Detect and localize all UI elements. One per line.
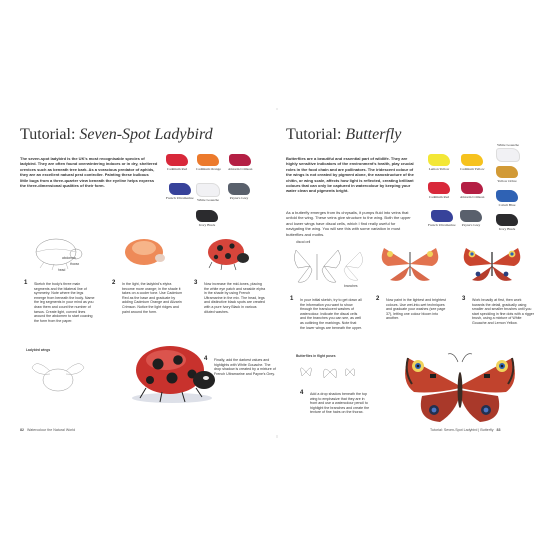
swatch-lemon-yellow: Lemon Yellow (428, 154, 450, 171)
paint-swatch (228, 183, 250, 195)
swatch-alizarin-crimson: Alizarin Crimson (460, 182, 484, 199)
step-3-text: 3 Now increase the mid-tones, placing the white eye patch and seaside elytra in the shade by using French Ultramarine in the mix. The head, legs and distinctive black spots are created with a pure Ivory Black in various diluted washes. (194, 280, 266, 314)
paint-swatch (196, 183, 220, 197)
intro-paragraph-2: As a butterfly emerges from its chrysalis, it pumps fluid into veins that unfold the wing. These veins give structure to the wing. Both the upper and lower wings have discal cells, which I find really useful for navigating the wing. You will see this with some variation in most butterflies and moths. (286, 210, 411, 237)
intro-paragraph: Butterflies are a beautiful and essential part of wildlife. They are highly sensitive indicators of the environment's health, play crucial roles in the food chain and are pollinators. The iridescent colour of the wings is not created by pigment alone, the nanostructure of the chitin, or wing scale, affects how light is reflected, creating brilliant colours that can only be captured in watercolour by keeping your water clean and pigments bright. (286, 156, 414, 194)
paint-swatch (496, 214, 518, 226)
swatch-alizarin-crimson: Alizarin Crimson (228, 154, 252, 171)
page-title: Tutorial: Butterfly (286, 126, 402, 143)
butterfly-wing-sketch-illustration (290, 246, 370, 286)
swatch-french-ultramarine: French Ultramarine (166, 183, 194, 200)
step-1-text: 1 In your initial sketch, try to get down all the information you want to show through the translucent washes of watercolour. Indicate the discal cells and the branches you can see, as well as outlining the markings. Note that the lower wings are beneath the upper. (290, 296, 362, 330)
paint-swatch (166, 154, 188, 166)
sketch-label-thorax: thorax (70, 262, 80, 266)
sketch-label-branches: branches (344, 284, 358, 288)
ladybird-spots-illustration (198, 234, 258, 272)
swatch-paynes-grey: Payne's Grey (228, 183, 250, 200)
ladybird-sketch-illustration (26, 232, 96, 272)
paint-swatch (496, 190, 518, 202)
sketch-label-discal-cell: discal cell (296, 240, 311, 244)
swatch-ivory-black: Ivory Black (496, 214, 518, 231)
butterflies-in-flight-inset (296, 360, 360, 384)
swatch-paynes-grey: Payne's Grey (460, 210, 482, 227)
step-2-text: 2 In the light, the ladybird's elytra become more orange; in the shade it takes on a cooler tone. Use Cadmium Red as the base and graduate by adding Cadmium Orange and Alizarin Crimson. Notice the light ridges and paint around the form. (112, 280, 183, 314)
sketch-label-abdomen: abdomen (62, 256, 76, 260)
left-page (18, 110, 288, 435)
intro-paragraph: The seven-spot ladybird is the UK's most recognisable species of ladybird. They are often found overwintering indoors or in dry, sheltered crevices such as beneath tree bark. As a voracious predator of aphids, they are an excellent natural pest controller. Painting these bulbous little bugs from a three-quarter view beneath the eyeline helps express the three-dimensional qualities of their form. (20, 156, 158, 189)
paint-swatch (428, 182, 450, 194)
swatch-ivory-black: Ivory Black (196, 210, 218, 227)
swatch-white-gouache: White Gouache (496, 142, 520, 162)
paint-swatch (496, 166, 518, 178)
page-title: Tutorial: Seven-Spot Ladybird (20, 126, 213, 143)
butterfly-detail-illustration (460, 244, 524, 284)
paint-swatch (461, 182, 483, 194)
ladybird-base-wash-illustration (114, 234, 174, 272)
page-folio: Tutorial: Seven-Spot Ladybird | Butterfly 83 (430, 428, 501, 432)
sketch-label-head: head (58, 268, 66, 272)
paint-swatch (461, 154, 483, 166)
step-3-text: 3 Work broadly at first, then work towards the detail, gradually using smaller and smaller brushes until you start speckling in fine dots with a rigger brush, using a mixture of White Gouache and Lemon Yellow. (462, 296, 534, 325)
paint-swatch (197, 154, 219, 166)
ladybird-final-illustration (122, 338, 222, 404)
paint-swatch (196, 210, 218, 222)
paint-swatch (431, 210, 453, 222)
paint-swatch (496, 148, 520, 162)
step-1-text: 1 Sketch the body's three main segments and the bilateral line of symmetry. Note where the legs emerge from beneath the body. Name the leg segments in your mind as you draw them and count the number of tarsus. Create light, curved lines around the abdomen to start coaxing the form from the paper. (24, 280, 95, 323)
inset-label: Ladybird wings (26, 348, 51, 352)
swatch-cadmium-orange: Cadmium Orange (196, 154, 221, 171)
butterfly-first-wash-illustration (378, 244, 442, 284)
swatch-cobalt-blue: Cobalt Blue (496, 190, 518, 207)
step-4-text: 4 Finally, add the darkest values and highlights with White Gouache. The drop shadow is created by a mixture of French Ultramarine and Payne's Grey. (204, 356, 276, 376)
page-folio: 82 Watercolour the Natural World (20, 428, 76, 432)
paint-swatch (428, 154, 450, 166)
swatch-cadmium-red: Cadmium Red (428, 182, 450, 199)
right-page (282, 110, 552, 435)
paint-swatch (169, 183, 191, 195)
swatch-french-ultramarine: French Ultramarine (428, 210, 456, 227)
swatch-white-gouache: White Gouache (196, 183, 220, 202)
butterfly-final-illustration (400, 352, 520, 426)
inset-label: Butterflies in flight poses (296, 354, 336, 358)
step-2-text: 2 Now paint in the lightest and brightest colours. Use wet-into-wet techniques and graduate your washes (see page 37), letting one colour bloom into another. (376, 296, 446, 321)
swatch-cadmium-red: Cadmium Red (166, 154, 188, 171)
ladybird-wings-inset (28, 356, 88, 396)
swatch-cadmium-yellow: Cadmium Yellow (460, 154, 485, 171)
swatch-yellow-ochre: Yellow Ochre (496, 166, 518, 183)
paint-swatch (460, 210, 482, 222)
paint-swatch (229, 154, 251, 166)
step-4-text: 4 Add a drop shadow beneath the top wing to emphasize that they are in front and use a watercolour pencil to highlight the branches and create the texture of fine hairs on the thorax. (300, 390, 370, 415)
